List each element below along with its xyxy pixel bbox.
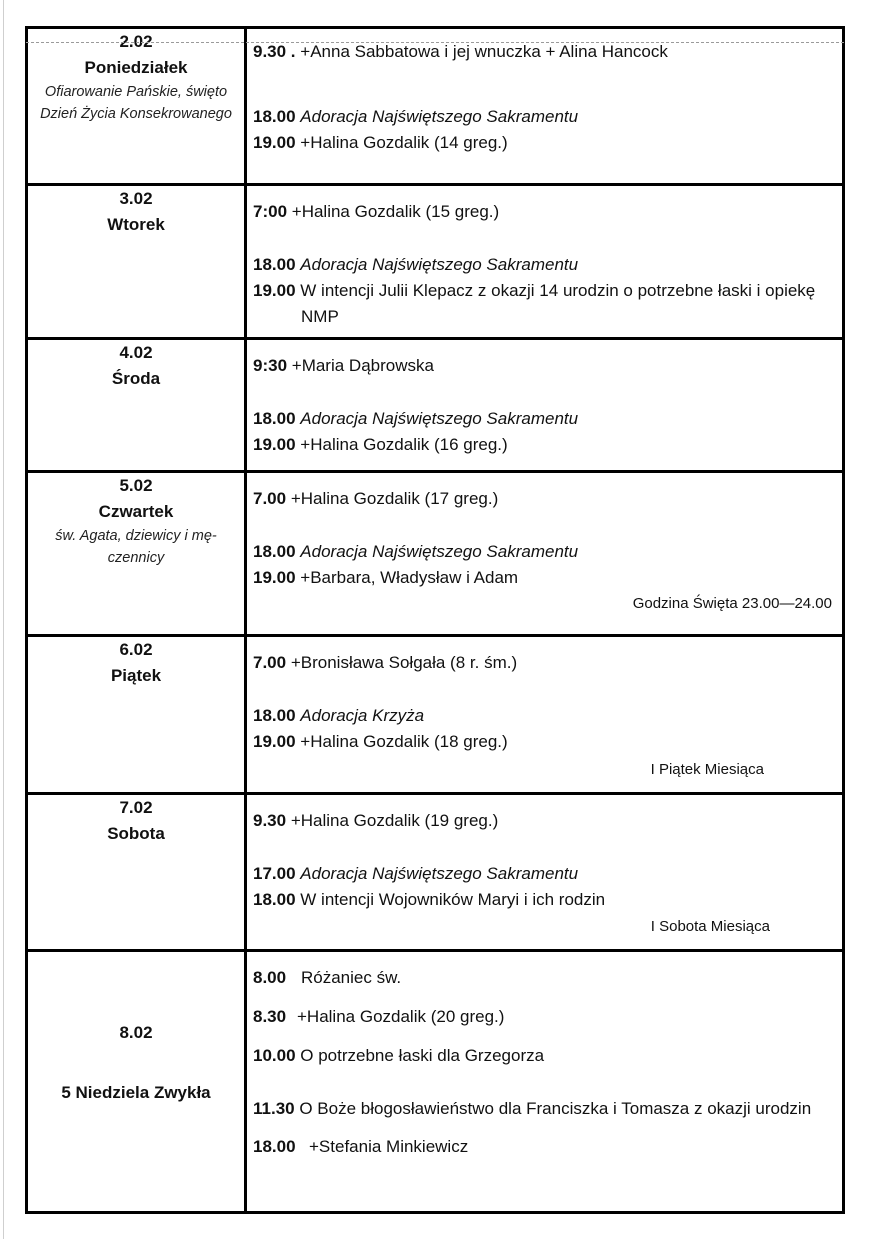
entry-text: +Barbara, Władysław i Adam bbox=[300, 568, 519, 587]
day-date: 5.02 bbox=[119, 476, 153, 495]
day-name: Piątek bbox=[110, 666, 162, 685]
entry-time: 19.00 bbox=[253, 732, 296, 751]
entry-time: 19.00 bbox=[253, 568, 296, 587]
day-row-monday bbox=[27, 28, 844, 185]
entry-time: 18.00 bbox=[253, 409, 296, 428]
day-cell bbox=[27, 185, 246, 339]
entries-cell bbox=[246, 951, 844, 1213]
liturgical-note: św. Agata, dziewicy i mę-czennicy bbox=[55, 528, 217, 566]
entry-time: 8.30 bbox=[253, 1007, 287, 1026]
entry-time: 9:30 bbox=[253, 356, 288, 375]
day-cell bbox=[27, 951, 246, 1213]
entry-time: 7.00 bbox=[253, 653, 287, 672]
entry-time: 18.00 bbox=[253, 706, 296, 725]
day-row-friday bbox=[27, 636, 844, 794]
entries-cell bbox=[246, 339, 844, 472]
entry-text: O potrzebne łaski dla Grzegorza bbox=[300, 1046, 545, 1065]
entry-time: 10.00 bbox=[253, 1046, 296, 1065]
entry-text: Adoracja Najświętszego Sakramentu bbox=[300, 542, 579, 561]
page-edge-line bbox=[3, 0, 4, 1239]
mass-entry bbox=[253, 1096, 834, 1122]
day-name: Poniedziałek bbox=[84, 58, 188, 77]
entry-text: +Halina Gozdalik (14 greg.) bbox=[300, 133, 508, 152]
day-footnote: I Sobota Miesiąca bbox=[650, 918, 770, 935]
mass-schedule-table bbox=[25, 26, 845, 1214]
entry-text: Różaniec św. bbox=[301, 968, 402, 987]
entry-text: +Maria Dąbrowska bbox=[291, 356, 434, 375]
entry-text: Adoracja Najświętszego Sakramentu bbox=[300, 255, 579, 274]
day-cell bbox=[27, 636, 246, 794]
day-cell bbox=[27, 472, 246, 636]
day-date: 8.02 bbox=[119, 1023, 153, 1042]
mass-entry bbox=[253, 1043, 834, 1069]
mass-entry bbox=[253, 353, 834, 379]
entry-text: Adoracja Najświętszego Sakramentu bbox=[300, 409, 579, 428]
entry-text: Adoracja Najświętszego Sakramentu bbox=[300, 107, 579, 126]
liturgical-note: Ofiarowanie Pańskie, święto Dzień Życia Konsekrowanego bbox=[40, 84, 232, 122]
entry-time: 18.00 bbox=[253, 542, 296, 561]
day-cell bbox=[27, 28, 246, 185]
entry-text: O Boże błogosławieństwo dla Franciszka i Tomasza z okazji urodzin bbox=[299, 1099, 812, 1118]
day-date: 2.02 bbox=[119, 32, 153, 51]
day-row-tuesday bbox=[27, 185, 844, 339]
entry-time: 19.00 bbox=[253, 281, 296, 300]
entry-text: +Anna Sabbatowa i jej wnuczka + Alina Hancock bbox=[295, 42, 668, 61]
entry-text: W intencji Julii Klepacz z okazji 14 urodzin o potrzebne łaski i opiekę NMP bbox=[300, 281, 816, 326]
mass-entry bbox=[253, 104, 834, 130]
mass-entry bbox=[253, 406, 834, 432]
entry-time: 18.00 bbox=[253, 255, 296, 274]
top-dashed-divider bbox=[26, 42, 844, 43]
day-row-wednesday bbox=[27, 339, 844, 472]
day-date: 7.02 bbox=[119, 798, 153, 817]
day-name: Środa bbox=[111, 369, 161, 388]
day-row-sunday bbox=[27, 951, 844, 1213]
entry-time: 17.00 bbox=[253, 864, 296, 883]
day-date: 3.02 bbox=[119, 189, 153, 208]
entries-cell bbox=[246, 185, 844, 339]
day-name: 5 Niedziela Zwykła bbox=[61, 1083, 211, 1102]
entry-time: 9.30 bbox=[253, 811, 287, 830]
entries-cell bbox=[246, 28, 844, 185]
entry-text: +Halina Gozdalik (16 greg.) bbox=[300, 435, 508, 454]
mass-entry bbox=[253, 729, 834, 755]
day-date: 4.02 bbox=[119, 343, 153, 362]
day-cell bbox=[27, 339, 246, 472]
day-name: Sobota bbox=[107, 824, 165, 843]
mass-entry bbox=[253, 199, 834, 225]
entry-text: Adoracja Krzyża bbox=[300, 706, 425, 725]
mass-entry bbox=[253, 887, 834, 913]
entry-text: +Halina Gozdalik (19 greg.) bbox=[290, 811, 499, 830]
entry-time: 8.00 bbox=[253, 968, 287, 987]
entry-text: W intencji Wojowników Maryi i ich rodzin bbox=[300, 890, 606, 909]
entry-time: 7.00 bbox=[253, 489, 287, 508]
day-row-saturday bbox=[27, 794, 844, 951]
mass-entry bbox=[253, 486, 834, 512]
entry-text: +Stefania Minkiewicz bbox=[309, 1137, 469, 1156]
mass-entry bbox=[253, 539, 834, 565]
mass-entry bbox=[253, 861, 834, 887]
day-name: Wtorek bbox=[107, 215, 165, 234]
mass-entry bbox=[253, 278, 834, 330]
mass-entry bbox=[253, 703, 834, 729]
entry-time: 18.00 bbox=[253, 1137, 296, 1156]
mass-entry bbox=[253, 1004, 834, 1030]
day-date: 6.02 bbox=[119, 640, 153, 659]
entry-text: +Halina Gozdalik (18 greg.) bbox=[300, 732, 508, 751]
mass-entry bbox=[253, 965, 834, 991]
mass-entry bbox=[253, 1134, 834, 1160]
entry-text: +Halina Gozdalik (15 greg.) bbox=[291, 202, 500, 221]
entry-time: 18.00 bbox=[253, 107, 296, 126]
entry-text: +Halina Gozdalik (20 greg.) bbox=[297, 1007, 505, 1026]
day-footnote: I Piątek Miesiąca bbox=[650, 761, 764, 778]
day-cell bbox=[27, 794, 246, 951]
entry-time: 7:00 bbox=[253, 202, 288, 221]
entry-time: 9.30 . bbox=[253, 42, 296, 61]
mass-entry bbox=[253, 130, 834, 156]
entry-time: 11.30 bbox=[253, 1099, 295, 1118]
day-row-thursday bbox=[27, 472, 844, 636]
entry-text: Adoracja Najświętszego Sakramentu bbox=[300, 864, 579, 883]
entries-cell bbox=[246, 636, 844, 794]
mass-entry bbox=[253, 252, 834, 278]
mass-entry bbox=[253, 565, 834, 591]
day-footnote: Godzina Święta 23.00—24.00 bbox=[632, 595, 832, 612]
entry-time: 19.00 bbox=[253, 133, 296, 152]
entry-text: +Halina Gozdalik (17 greg.) bbox=[290, 489, 499, 508]
entries-cell bbox=[246, 794, 844, 951]
mass-entry bbox=[253, 432, 834, 458]
entry-time: 19.00 bbox=[253, 435, 296, 454]
mass-entry bbox=[253, 650, 834, 676]
entry-time: 18.00 bbox=[253, 890, 296, 909]
entries-cell bbox=[246, 472, 844, 636]
day-name: Czwartek bbox=[98, 502, 174, 521]
entry-text: +Bronisława Sołgała (8 r. śm.) bbox=[290, 653, 518, 672]
mass-entry bbox=[253, 808, 834, 834]
